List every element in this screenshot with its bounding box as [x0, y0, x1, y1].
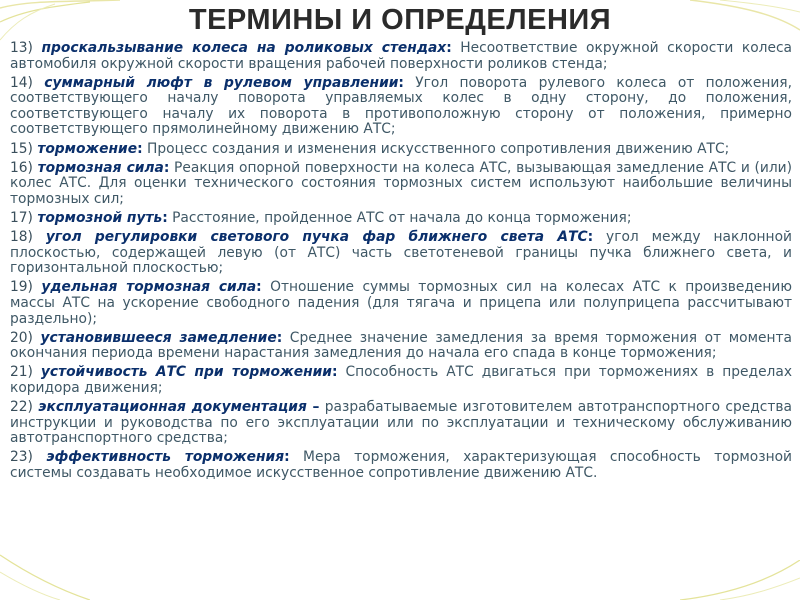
definition-item-18 [10, 230, 792, 277]
definition-item-15 [10, 142, 792, 158]
term-separator: : [587, 229, 594, 246]
item-number: 21) [10, 364, 41, 381]
definition-text: Реакция опорной поверхности на колеса АТС, вызывающая замедление АТС и (или) колес АТС. Для оценки технического состояния тормозных систем используют наибольшие величины тормозных сил; [10, 159, 793, 207]
definition-text: Расстояние, пройденное АТС от начала до конца торможения; [167, 209, 632, 226]
definition-item-14 [10, 76, 792, 138]
item-number: 17) [10, 209, 38, 226]
definition-term: тормозная сила [37, 159, 164, 176]
definition-text: угол между наклонной плоскостью, содержащей левую (от АТС) часть светотеневой границы пучка ближнего света, и горизонтальной плоскостью; [10, 229, 792, 277]
item-number: 22) [10, 398, 39, 415]
term-separator: : [276, 329, 283, 346]
definition-term: торможение [37, 140, 138, 157]
term-separator: : [331, 364, 338, 381]
definition-term: угол регулировки светового пучка фар ближнего света АТС [45, 229, 588, 246]
definition-text: разрабатываемые изготовителем автотранспортного средства инструкции и руководства по его эксплуатации или по эксплуатации и техническому обслуживанию автотранспортного средства; [10, 398, 793, 447]
definition-item-20 [10, 331, 792, 362]
definition-item-17 [10, 211, 792, 227]
definition-text: Угол поворота рулевого колеса от положения, соответствующего началу поворота управляемых колес в одну сторону, до положения, соответствующего началу их поворота в противоположную сторону от положения, примерно соответствующего прямолинейному движению АТС; [10, 74, 792, 138]
definition-term: удельная тормозная сила [41, 279, 257, 296]
term-separator: : [137, 140, 143, 157]
definition-item-19 [10, 280, 792, 327]
slide-title: ТЕРМИНЫ И ОПРЕДЕЛЕНИЯ [188, 4, 612, 36]
item-number: 18) [10, 229, 46, 246]
definition-term: эффективность торможения [46, 449, 285, 466]
corner-decoration-bottom-left [0, 550, 90, 600]
term-separator: : [163, 159, 170, 176]
definition-item-16 [10, 161, 792, 208]
definition-text: Мера торможения, характеризующая способность тормозной системы создавать необходимое искусственное сопротивление движению АТС. [10, 449, 793, 481]
definition-text: Отношение суммы тормозных сил на колесах АТС к произведению массы АТС на ускорение свободного падения (для тягача и прицепа или полуприцепа рассчитывают раздельно); [10, 279, 793, 327]
definition-item-22 [10, 400, 792, 447]
term-separator: : [284, 449, 290, 466]
definition-text: Процесс создания и изменения искусственного сопротивления движению АТС; [142, 140, 730, 157]
definition-item-13 [10, 41, 792, 72]
item-number: 19) [10, 279, 42, 296]
term-separator: : [446, 40, 452, 56]
term-separator: : [398, 74, 404, 91]
definition-term: устойчивость АТС при торможении [40, 364, 332, 381]
definition-item-21 [10, 365, 792, 396]
definition-term: установившееся замедление [40, 329, 277, 346]
definitions-list [10, 41, 792, 485]
term-separator: : [162, 209, 168, 226]
definition-item-23 [10, 450, 792, 481]
item-number: 13) [10, 40, 42, 56]
definition-term: тормозной путь [37, 209, 163, 226]
item-number: 23) [10, 449, 47, 466]
definition-text: Способность АТС двигаться при торможениях в пределах коридора движения; [10, 364, 792, 396]
item-number: 20) [10, 329, 41, 346]
item-number: 14) [10, 74, 45, 91]
corner-decoration-bottom-right [680, 560, 800, 600]
definition-term: проскальзывание колеса на роликовых стендах [41, 40, 447, 56]
definition-text: Несоответствие окружной скорости колеса автомобиля окружной скорости вращения рабочей поверхности роликов стенда; [10, 40, 792, 72]
item-number: 15) [10, 140, 38, 157]
term-separator: – [306, 398, 320, 415]
term-separator: : [256, 279, 262, 296]
definition-term: суммарный люфт в рулевом управлении [44, 74, 399, 91]
definition-text: Среднее значение замедления за время торможения от момента окончания периода времени нарастания замедления до начала его спада в конце торможения; [10, 329, 792, 362]
definition-term: эксплуатационная документация [38, 398, 307, 415]
item-number: 16) [10, 159, 38, 176]
